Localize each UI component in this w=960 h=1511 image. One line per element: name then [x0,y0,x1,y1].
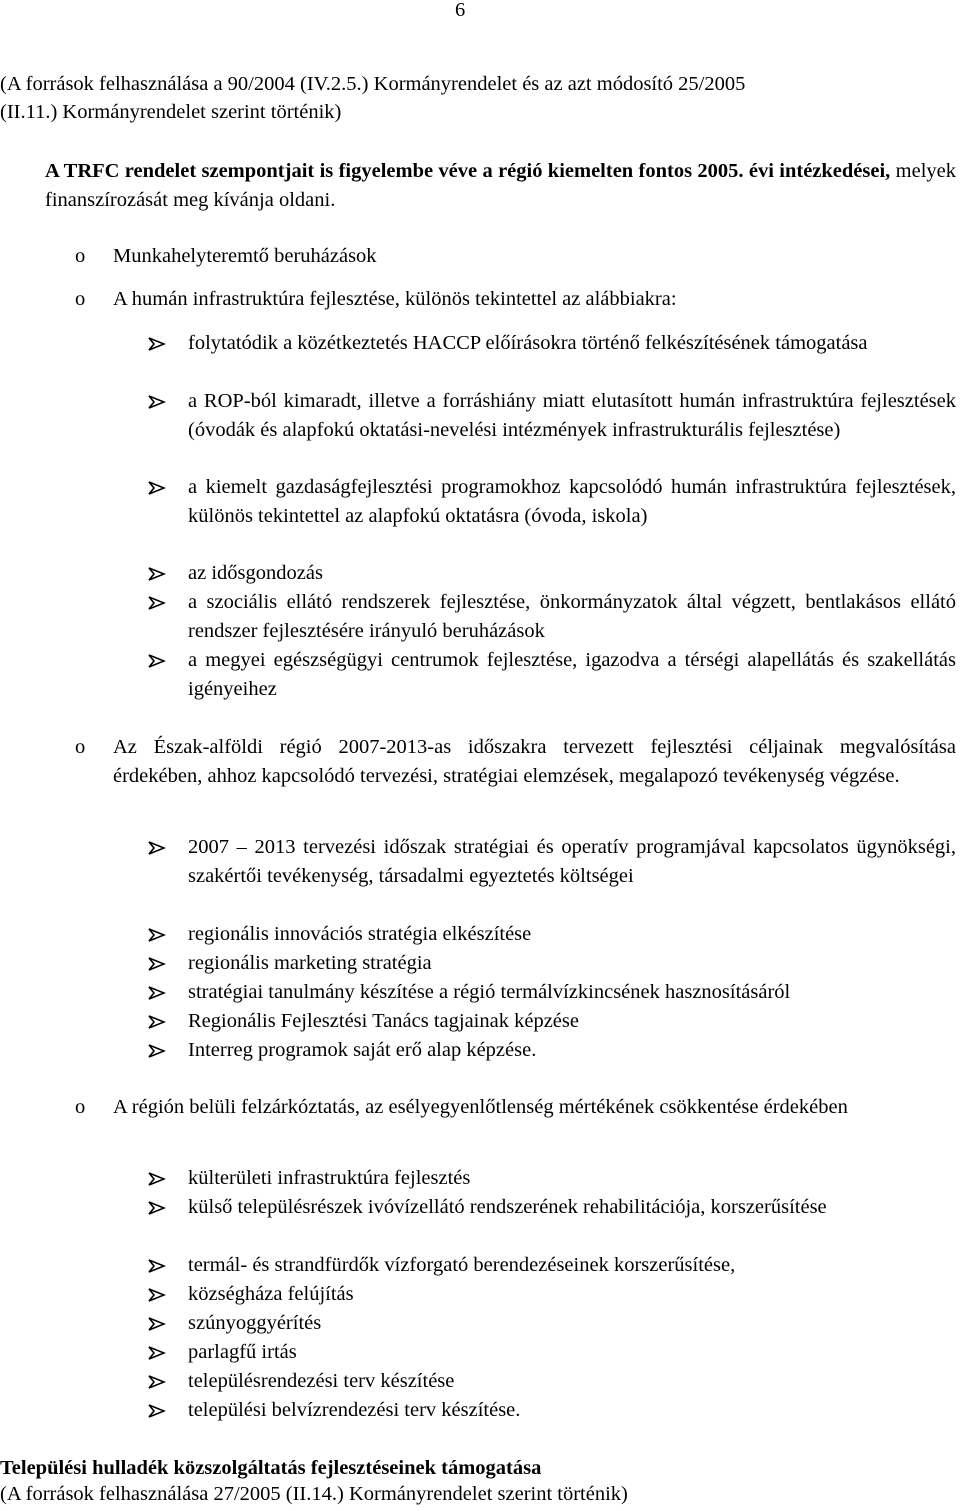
list-item-text: a kiemelt gazdaságfejlesztési programokhoz kapcsolódó humán infrastruktúra fejlesztések, különös tekintettel az alapfokú oktatásra (óvoda, iskola) [188,476,956,527]
arrow-bullet-icon [148,1044,166,1058]
list-item-text: Regionális Fejlesztési Tanács tagjainak képzése [188,1010,579,1032]
list-item-text: a szociális ellátó rendszerek fejlesztése, önkormányzatok által végzett, bentlakásos ellátó rendszer fejlesztésére irányuló beruházások [188,591,956,642]
arrow-bullet-icon [148,928,166,942]
list-item-text: termál- és strandfürdők vízforgató berendezéseinek korszerűsítése, [188,1254,736,1276]
list-item [148,559,956,588]
circle-bullet-icon: o [75,736,86,758]
intro-line-1: (A források felhasználása a 90/2004 (IV.2.5.) Kormányrendelet és az azt módosító 25/2005 [0,73,746,95]
arrow-bullet-icon [148,1015,166,1029]
list-item-text: a ROP-ból kimaradt, illetve a forráshiány miatt elutasított humán infrastruktúra fejlesztések (óvodák és alapfokú oktatási-nevelési intézmények infrastrukturális fejlesztése) [188,390,956,441]
footer-note: (A források felhasználása 27/2005 (II.14.) Kormányrendelet szerint történik) [0,1483,628,1505]
list-item [148,978,956,1007]
arrow-bullet-icon [148,1201,166,1215]
arrow-bullet-icon [148,1375,166,1389]
arrow-bullet-icon [148,596,166,610]
arrow-bullet-icon [148,1317,166,1331]
list-item-text: külterületi infrastruktúra fejlesztés [188,1167,471,1189]
list-item [148,473,956,531]
list-item [148,1164,956,1193]
list-item-text: a megyei egészségügyi centrumok fejlesztése, igazodva a térségi alapellátás és szakellátás igényeihez [188,649,956,700]
list-item [148,1280,956,1309]
section1-text: Munkahelyteremtő beruházások [113,245,377,267]
section-heading-bold: A TRFC rendelet szempontjait is figyelembe véve a régió kiemelten fontos 2005. évi intézkedései, [45,160,891,182]
arrow-bullet-icon [148,567,166,581]
list-item [148,588,956,646]
section-heading-normal: melyek finanszírozását meg kívánja oldani. [45,160,956,211]
list-item [148,1396,956,1425]
list-item [148,1007,956,1036]
arrow-bullet-icon [148,1288,166,1302]
circle-bullet-icon: o [75,288,86,310]
arrow-bullet-icon [148,1346,166,1360]
list-item-text: települési belvízrendezési terv készítése. [188,1399,521,1421]
list-item [148,329,956,358]
list-item [148,1193,956,1222]
circle-bullet-icon: o [75,245,86,267]
list-item [148,646,956,704]
list-item [148,833,956,891]
section2-text: A humán infrastruktúra fejlesztése, különös tekintettel az alábbiakra: [113,288,677,310]
section3-text: Az Észak-alföldi régió 2007-2013-as időszakra tervezett fejlesztési céljainak megvalósítása érdekében, ahhoz kapcsolódó tervezési, stratégiai elemzések, megalapozó tevékenység végzése. [113,736,956,787]
arrow-bullet-icon [148,1259,166,1273]
section4-text: A régión belüli felzárkóztatás, az esélyegyenlőtlenség mértékének csökkentése érdekében [113,1096,848,1118]
list-item-text: stratégiai tanulmány készítése a régió termálvízkincsének hasznosításáról [188,981,791,1003]
list-item [148,949,956,978]
arrow-bullet-icon [148,481,166,495]
list-item [148,387,956,445]
list-item-text: regionális marketing stratégia [188,952,432,974]
list-item-text: külső településrészek ivóvízellátó rendszerének rehabilitációja, korszerűsítése [188,1196,827,1218]
list-item-text: szúnyoggyérítés [188,1312,322,1334]
footer-heading: Települési hulladék közszolgáltatás fejlesztéseinek támogatása [0,1457,542,1479]
list-item-text: folytatódik a közétkeztetés HACCP előírásokra történő felkészítésének támogatása [188,332,868,354]
intro-line-2: (II.11.) Kormányrendelet szerint történik) [0,101,342,123]
list-item [148,1036,956,1065]
list-item [148,1309,956,1338]
arrow-bullet-icon [148,1404,166,1418]
arrow-bullet-icon [148,957,166,971]
list-item-text: településrendezési terv készítése [188,1370,455,1392]
page-number: 6 [455,0,466,21]
section-heading [45,157,956,215]
list-item [148,1367,956,1396]
list-item [148,920,956,949]
arrow-bullet-icon [148,395,166,409]
list-item [148,1338,956,1367]
arrow-bullet-icon [148,337,166,351]
list-item-text: községháza felújítás [188,1283,354,1305]
list-item-text: 2007 – 2013 tervezési időszak stratégiai és operatív programjával kapcsolatos ügynökségi, szakértői tevékenység, társadalmi egyeztetés költségei [188,836,956,887]
list-item [148,1251,956,1280]
arrow-bullet-icon [148,986,166,1000]
circle-bullet-icon: o [75,1096,86,1118]
arrow-bullet-icon [148,1172,166,1186]
arrow-bullet-icon [148,654,166,668]
list-item-text: parlagfű irtás [188,1341,297,1363]
list-item-text: Interreg programok saját erő alap képzése. [188,1039,537,1061]
list-item-text: az idősgondozás [188,562,323,584]
list-item-text: regionális innovációs stratégia elkészítése [188,923,532,945]
arrow-bullet-icon [148,841,166,855]
